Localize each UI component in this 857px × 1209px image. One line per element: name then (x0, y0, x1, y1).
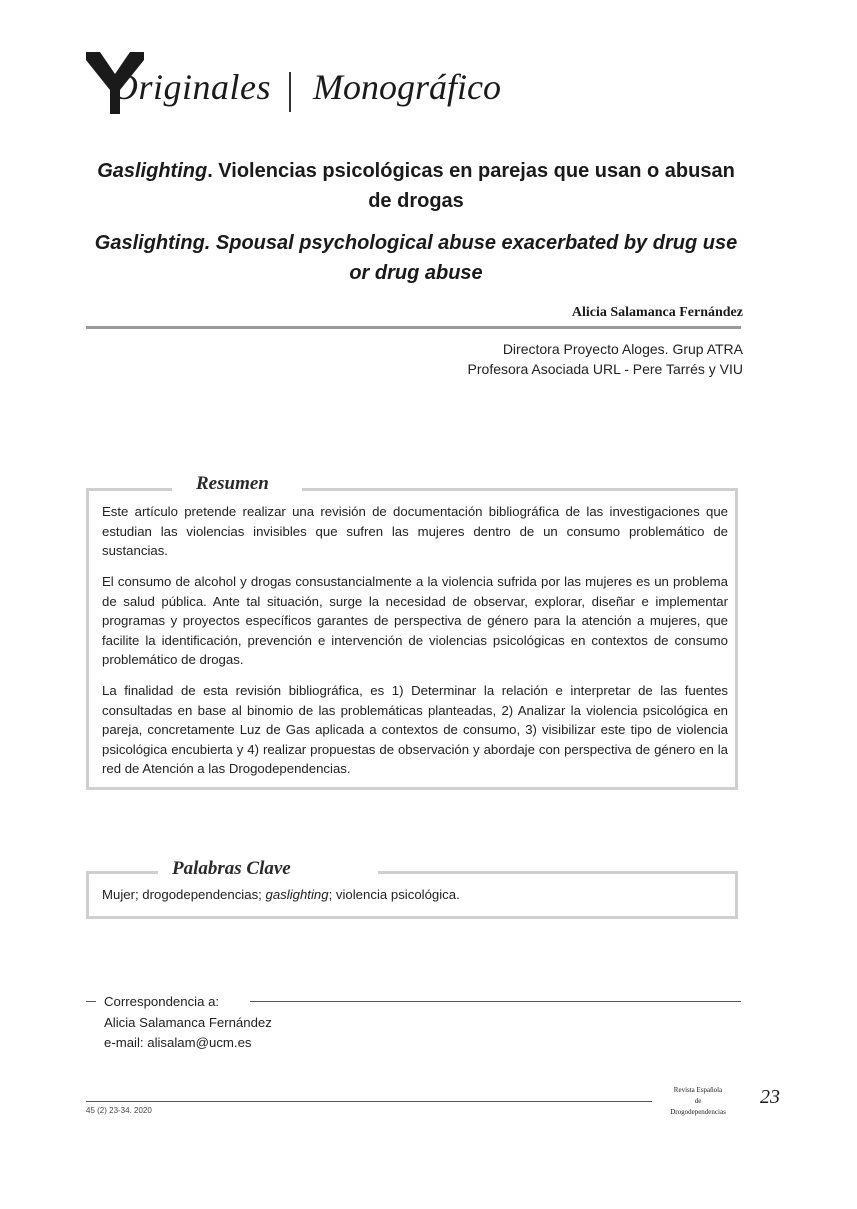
journal-name-line: Revista Española (673, 1086, 723, 1094)
abstract-paragraph: Este artículo pretende realizar una revisión de documentación bibliográfica de las investigaciones que estudian las violencias invisibles que sufren las mujeres dentro de un consumo problemático de sustancias. (102, 504, 728, 558)
author-affiliation: Profesora Asociada URL - Pere Tarrés y VIU (467, 361, 743, 377)
header-subsection-title: Monográfico (313, 67, 501, 107)
correspondence-label: Correspondencia a: (104, 994, 220, 1009)
page-number: 23 (760, 1086, 780, 1108)
footer-rule (86, 1101, 652, 1102)
title-spanish-rest: . Violencias psicológicas en parejas que usan o abusan de drogas (207, 160, 735, 212)
header-separator (289, 72, 291, 112)
title-italic-word: Gaslighting (97, 160, 208, 182)
article-title-spanish (86, 156, 746, 216)
journal-name-line: Drogodependencias (670, 1108, 726, 1116)
correspondence-dash (86, 1001, 96, 1002)
footer-journal-name (656, 1085, 740, 1118)
abstract-paragraph: La finalidad de esta revisión bibliográfica, es 1) Determinar la relación e interpretar de las fuentes consultadas en base al binomio de las problemáticas planteadas, 2) Analizar la violencia psicológica en pareja, concretamente Luz de Gas aplicada a contextos de consumo, 3) visibilizar este tipo de violencia psicológica encubierta y 4) realizar propuestas de observación y abordaje con perspectiva de género en la red de Atención a las Drogodependencias. (102, 683, 728, 776)
author-affiliation: Directora Proyecto Aloges. Grup ATRA (502, 341, 743, 357)
keywords-before: Mujer; drogodependencias; (102, 887, 266, 902)
header-section-title: Originales (112, 67, 272, 107)
correspondence-rule (250, 1001, 741, 1002)
keywords-after: ; violencia psicológica. (328, 887, 460, 902)
abstract-paragraph: El consumo de alcohol y drogas consustancialmente a la violencia sufrida por las mujeres es un problema de salud pública. Ante tal situación, surge la necesidad de observar, explorar, diseñar e implementar programas y proyectos específicos garantes de perspectiva de género para la atención a mujeres, que facilite la identificación, prevención e intervención de violencias psicológicas en contextos de consumo problemático de drogas. (102, 574, 728, 667)
keywords-text (102, 887, 460, 902)
journal-name-line: de (694, 1097, 702, 1105)
footer-citation: 45 (2) 23-34. 2020 (86, 1106, 152, 1115)
author-name: Alicia Salamanca Fernández (571, 305, 743, 320)
abstract-label: Resumen (196, 473, 269, 494)
keywords-italic: gaslighting (265, 887, 329, 902)
correspondence-email: e-mail: alisalam@ucm.es (104, 1035, 252, 1050)
correspondence-name: Alicia Salamanca Fernández (104, 1015, 272, 1030)
author-divider (86, 326, 741, 329)
article-title-english: Gaslighting. Spousal psychological abuse exacerbated by drug use or drug abuse (94, 232, 738, 284)
keywords-label: Palabras Clave (172, 858, 291, 879)
